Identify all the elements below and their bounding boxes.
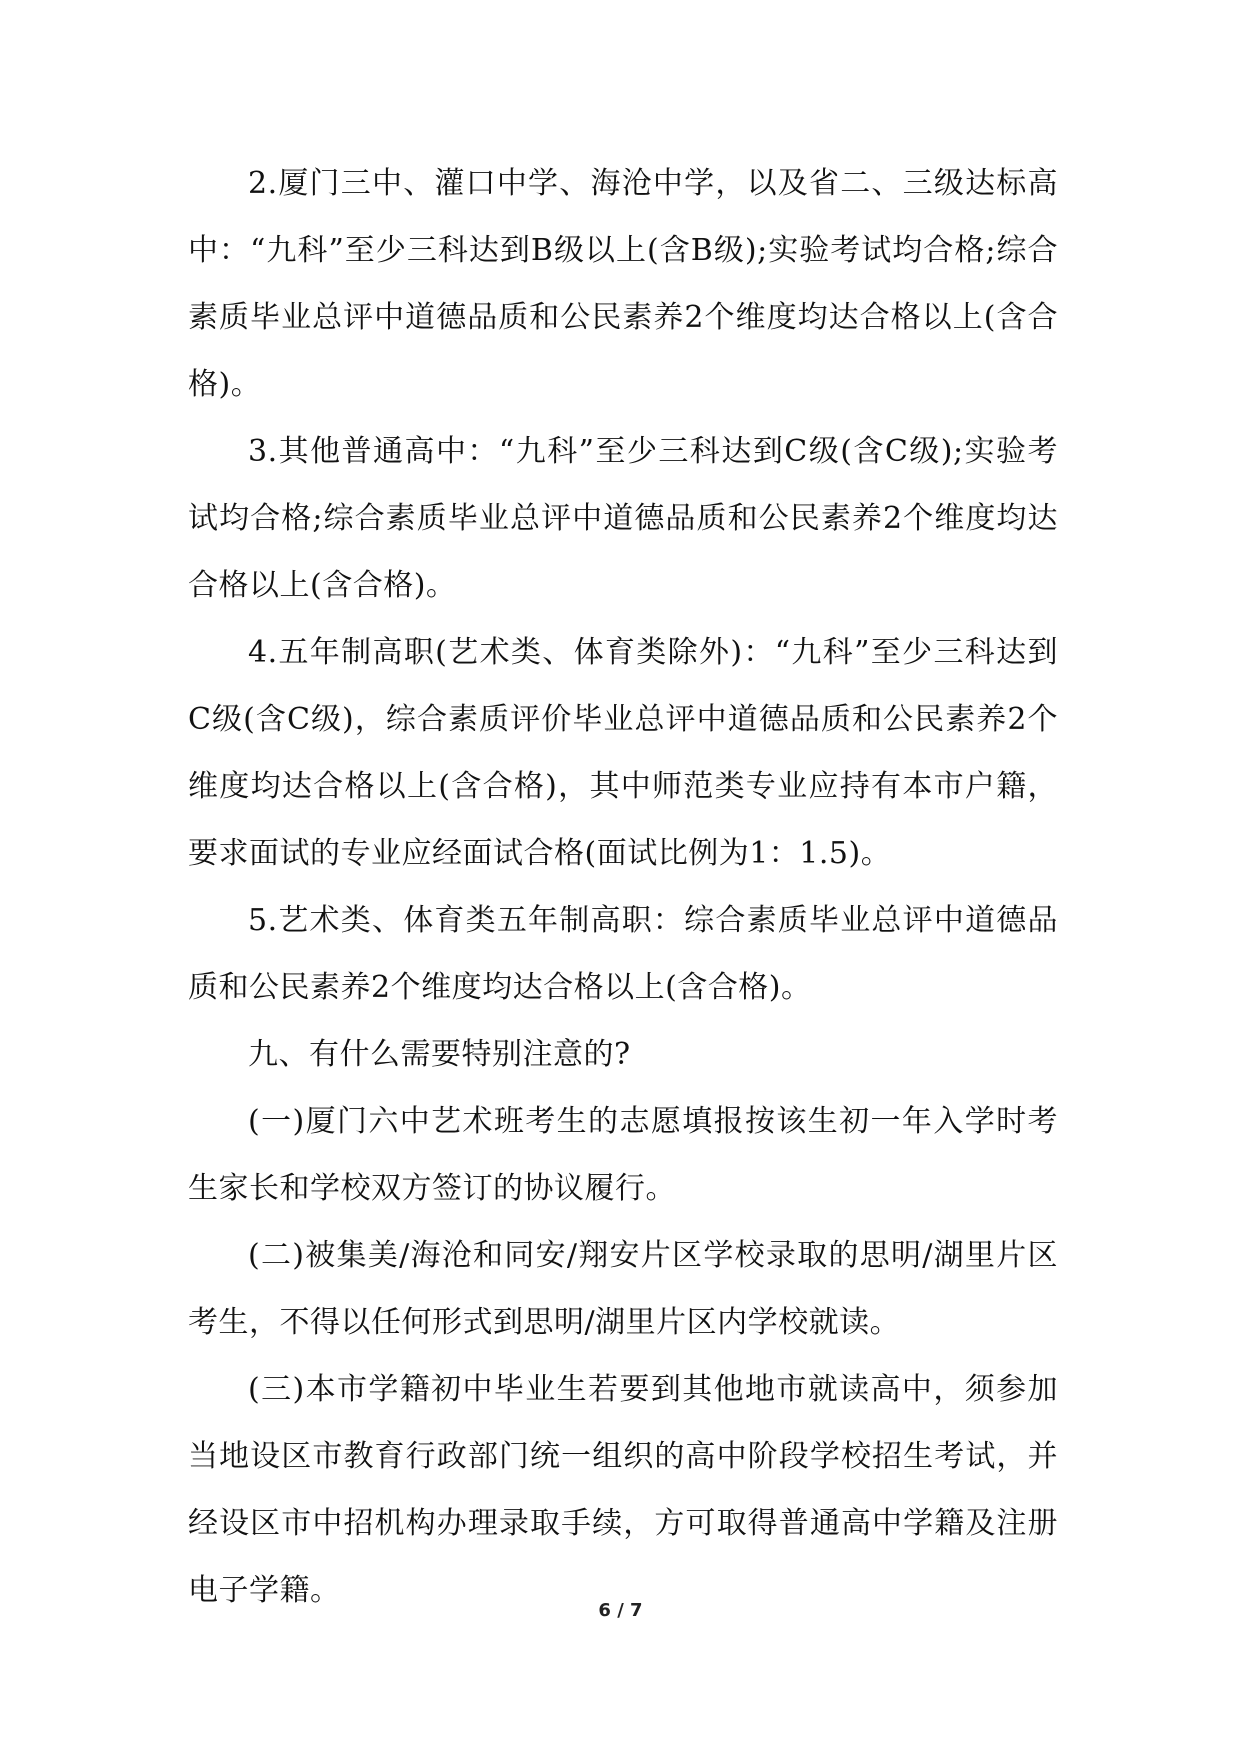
- paragraph-note-2: (二)被集美/海沧和同安/翔安片区学校录取的思明/湖里片区考生，不得以任何形式到思明/湖里片区内学校就读。: [188, 1238, 1058, 1340]
- paragraph-admission-arts-sports: 5.艺术类、体育类五年制高职：综合素质毕业总评中道德品质和公民素养2个维度均达合格以上(含合格)。: [188, 903, 1058, 1005]
- paragraph-note-1: (一)厦门六中艺术班考生的志愿填报按该生初一年入学时考生家长和学校双方签订的协议履行。: [188, 1104, 1058, 1206]
- section-heading-notes: 九、有什么需要特别注意的?: [248, 1037, 631, 1072]
- paragraph-admission-vocational: 4.五年制高职(艺术类、体育类除外)：“九科”至少三科达到C级(含C级)，综合素质评价毕业总评中道德品质和公民素养2个维度均达合格以上(含合格)，其中师范类专业应持有本市户籍，要求面试的专业应经面试合格(面试比例为1：1.5)。: [188, 635, 1058, 871]
- document-body: [188, 150, 1058, 1624]
- paragraph-admission-other-high-schools: 3.其他普通高中：“九科”至少三科达到C级(含C级);实验考试均合格;综合素质毕业总评中道德品质和公民素养2个维度均达合格以上(含合格)。: [188, 434, 1058, 603]
- paragraph-note-3: (三)本市学籍初中毕业生若要到其他地市就读高中，须参加当地设区市教育行政部门统一组织的高中阶段学校招生考试，并经设区市中招机构办理录取手续，方可取得普通高中学籍及注册电子学籍。: [188, 1372, 1058, 1608]
- paragraph-admission-level-2: 2.厦门三中、灌口中学、海沧中学，以及省二、三级达标高中：“九科”至少三科达到B级以上(含B级);实验考试均合格;综合素质毕业总评中道德品质和公民素养2个维度均达合格以上(含合格)。: [188, 166, 1058, 402]
- page-number: 6 / 7: [598, 1600, 643, 1621]
